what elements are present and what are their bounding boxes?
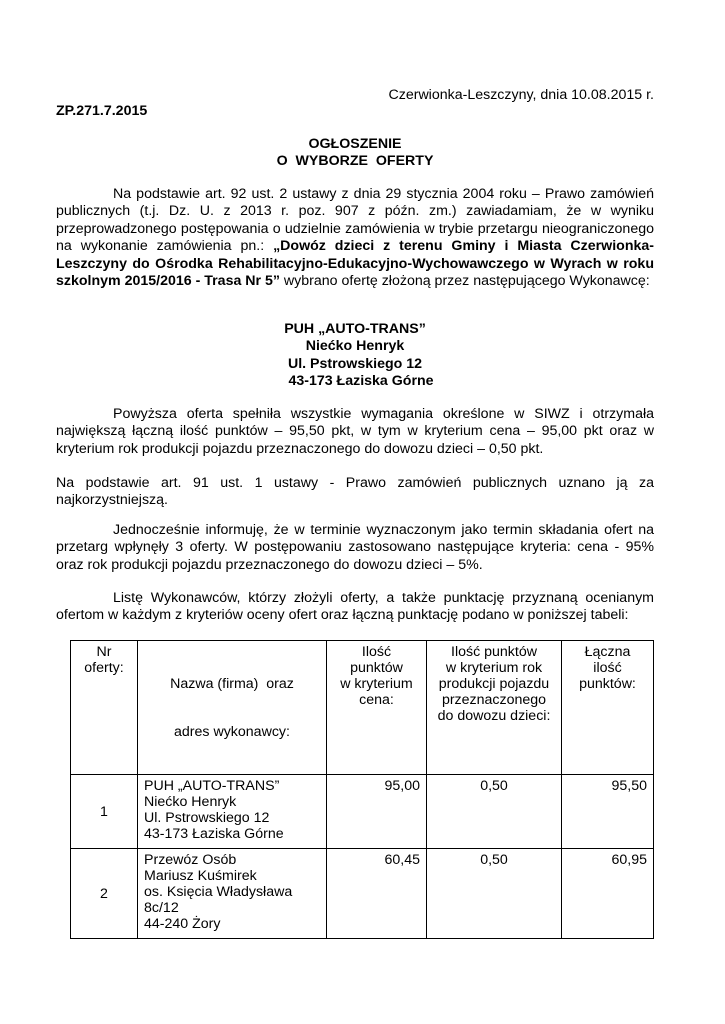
total-points: 60,95 [562, 849, 654, 939]
offer-number: 2 [71, 849, 138, 939]
intro-paragraph [56, 186, 654, 290]
winner-name: PUH „AUTO-TRANS” [284, 321, 426, 337]
criteria-paragraph: Jednocześnie informuję, że w terminie wyznaczonym jako termin składania ofert na przetarg wpłynęły 3 oferty. W postępowaniu zastosowano następujące kryteria: cena - 95% oraz rok produkcji pojazdu przeznaczonego do dowozu dzieci – 5%. [56, 522, 654, 573]
header-text: Ilość [361, 644, 392, 660]
header-text: Nr [96, 644, 112, 660]
contractor-line: Niećko Henryk [144, 794, 237, 810]
year-points: 0,50 [427, 775, 562, 849]
header-text: produkcji pojazdu [438, 676, 550, 692]
contractor-line: Ul. Pstrowskiego 12 [144, 810, 270, 826]
header-text: przeznaczonego [441, 692, 547, 708]
header-text: Łączna [584, 644, 631, 660]
winner-city: 43-173 Łaziska Górne [288, 373, 434, 390]
price-points: 60,45 [327, 849, 427, 939]
header-year-points [427, 641, 562, 775]
header-text: oferty: [84, 660, 124, 676]
header-offer-number [71, 641, 138, 775]
header-text: Nazwa (firma) oraz [170, 676, 294, 692]
contractor-line: Mariusz Kuśmirek [144, 868, 257, 884]
contract-title: „Dowóz dzieci z terenu Gminy i Miasta Czerwionka-Leszczyny do Ośrodka Rehabilitacyjno-Edukacyjno-Wychowawczego w Wyrach w roku szkolnym 2015/2016 - Trasa Nr 5” [56, 238, 654, 290]
offer-number: 1 [71, 775, 138, 849]
table-row [71, 849, 654, 939]
intro-text-after: wybrano ofertę złożoną przez następującego Wykonawcę: [279, 273, 650, 290]
intro-text-before: Na podstawie art. 92 ust. 2 ustawy z dnia 29 stycznia 2004 roku – Prawo zamówień publicznych (t.j. Dz. U. z 2013 r. poz. 907 z późn. zm.) zawiadamiam, że w wyniku przeprowadzonego postępowania o udzielnie zamówienia w trybie przetargu nieograniczonego na wykonanie zamówienia pn.: [56, 186, 654, 255]
header-text: Ilość punktów [451, 644, 537, 660]
header-text: w kryterium [340, 676, 413, 692]
header-contractor-name [138, 641, 327, 775]
title-line-1: OGŁOSZENIE [308, 136, 402, 152]
header-text: ilość [593, 660, 622, 676]
contractor-line: os. Księcia Władysława [144, 884, 293, 900]
score-paragraph: Powyższa oferta spełniła wszystkie wymagania określone w SIWZ i otrzymała największą łączną ilość punktów – 95,50 pkt, w tym w kryterium cena – 95,00 pkt oraz w kryterium rok produkcji pojazdu przeznaczonego do dowozu dzieci – 0,50 pkt. [56, 406, 654, 457]
table-row [71, 775, 654, 849]
contractor-line: Przewóz Osób [144, 852, 237, 868]
legal-basis-paragraph: Na podstawie art. 91 ust. 1 ustawy - Prawo zamówień publicznych uznano ją za najkorzystniejszą. [56, 475, 654, 509]
header-total-points [562, 641, 654, 775]
header-text: punktów [350, 660, 403, 676]
total-points: 95,50 [562, 775, 654, 849]
header-text: punktów: [579, 676, 636, 692]
table-intro-paragraph: Listę Wykonawców, którzy złożyli oferty, a także punktację przyznaną ocenianym ofertom w każdym z kryteriów oceny ofert oraz łączną punktację podano w poniższej tabeli: [56, 590, 654, 624]
contractor-cell [138, 775, 327, 849]
header-text: cena: [359, 692, 394, 708]
contractor-line: PUH „AUTO-TRANS” [144, 778, 280, 794]
winner-owner: Niećko Henryk [305, 338, 405, 355]
year-points: 0,50 [427, 849, 562, 939]
contractor-cell [138, 849, 327, 939]
contractor-line: 44-240 Żory [144, 916, 221, 932]
header-text: adres wykonawcy: [174, 724, 290, 740]
winner-street: Ul. Pstrowskiego 12 [287, 355, 423, 372]
title-line-2: O WYBORZE OFERTY [276, 153, 434, 169]
header-price-points [327, 641, 427, 775]
offers-table [70, 640, 654, 939]
document-page [56, 0, 654, 1024]
reference-number: ZP.271.7.2015 [56, 103, 148, 119]
contractor-line: 43-173 Łaziska Górne [144, 826, 284, 842]
header-text: do dowozu dzieci: [437, 708, 551, 724]
header-text: w kryterium rok [445, 660, 543, 676]
contractor-line: 8c/12 [144, 900, 179, 916]
price-points: 95,00 [327, 775, 427, 849]
winner-block [56, 321, 654, 391]
announcement-title [56, 136, 654, 170]
place-date: Czerwionka-Leszczyny, dnia 10.08.2015 r. [388, 87, 654, 103]
table-header-row [71, 641, 654, 775]
